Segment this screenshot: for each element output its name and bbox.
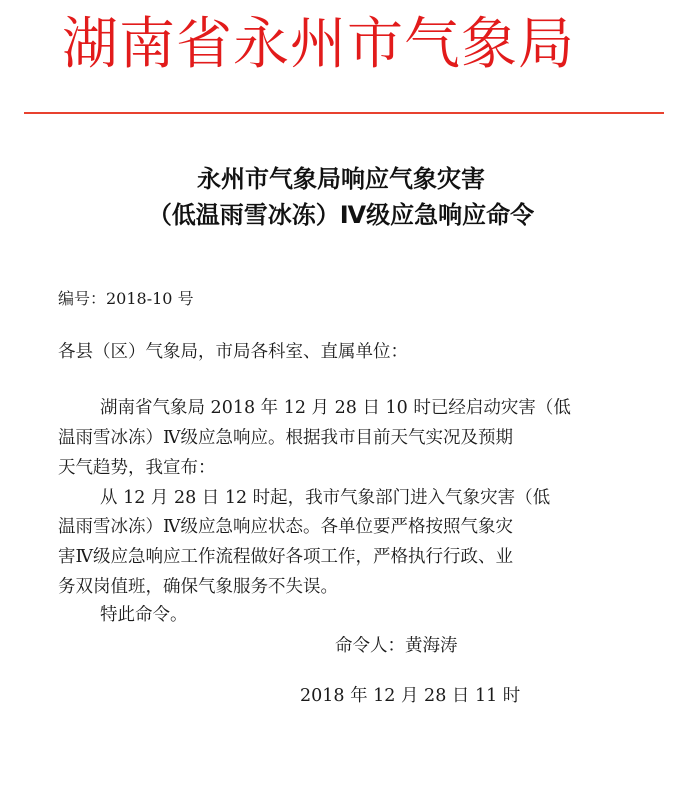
document-title-line-1: 永州市气象局响应气象灾害 xyxy=(197,165,485,193)
org-header: 湖南省永州市气象局 xyxy=(62,12,575,77)
body-line: 温雨雪冰冻）Ⅳ级应急响应。根据我市目前天气实况及预期 xyxy=(58,428,513,448)
body-line: 害Ⅳ级应急响应工作流程做好各项工作，严格执行行政、业 xyxy=(58,547,513,567)
header-divider xyxy=(24,112,664,114)
closing-line: 特此命令。 xyxy=(100,605,188,625)
issue-date: 2018 年 12 月 28 日 11 时 xyxy=(300,686,521,706)
body-line: 温雨雪冰冻）Ⅳ级应急响应状态。各单位要严格按照气象灾 xyxy=(58,517,513,537)
body-line: 务双岗值班，确保气象服务不失误。 xyxy=(58,577,338,597)
document-title-line-2: （低温雨雪冰冻）Ⅳ级应急响应命令 xyxy=(147,201,535,229)
body-line: 从 12 月 28 日 12 时起，我市气象部门进入气象灾害（低 xyxy=(100,488,551,508)
body-line: 天气趋势，我宣布： xyxy=(58,458,216,478)
body-line: 湖南省气象局 2018 年 12 月 28 日 10 时已经启动灾害（低 xyxy=(100,398,571,418)
issuer-signature: 命令人：黄海涛 xyxy=(335,636,458,656)
document-number: 编号：2018-10 号 xyxy=(58,289,194,308)
addressee: 各县（区）气象局，市局各科室、直属单位： xyxy=(58,342,408,362)
